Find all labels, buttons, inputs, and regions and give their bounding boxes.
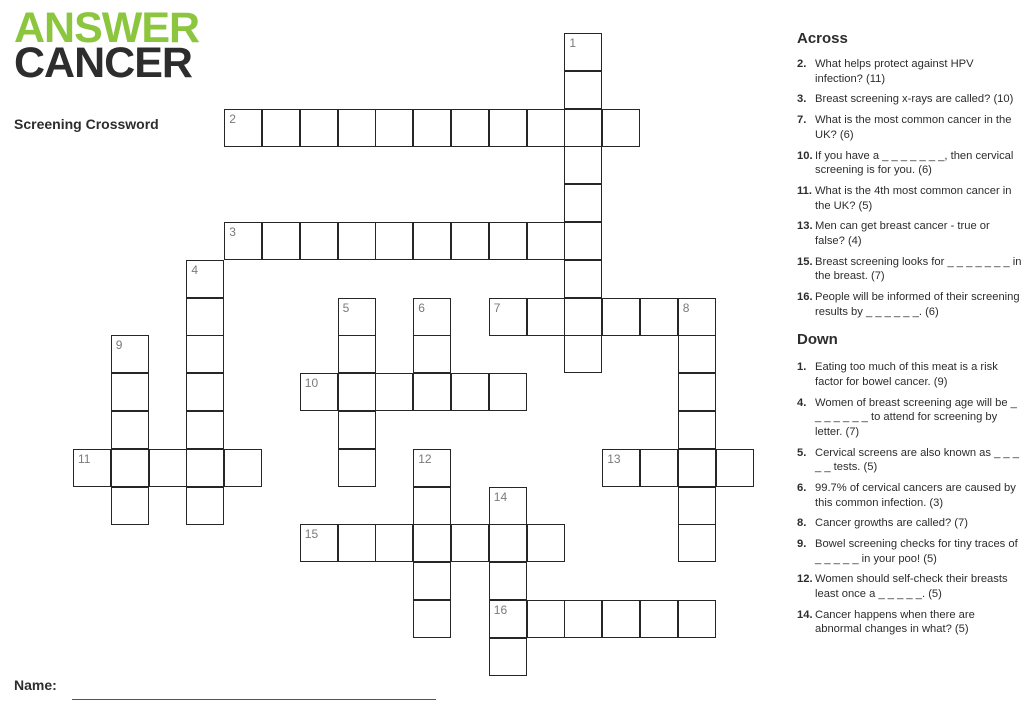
across-clue-text: If you have a _ _ _ _ _ _ _, then cervical screening is for you. (6): [815, 149, 1014, 177]
cell-number: 6: [418, 300, 425, 315]
across-clue-number: 10.: [797, 149, 813, 162]
down-clue-text: Eating too much of this meat is a risk factor for bowel cancer. (9): [815, 361, 998, 388]
crossword-cell[interactable]: [186, 487, 224, 525]
crossword-cell[interactable]: [678, 524, 716, 562]
across-clue: [797, 290, 1022, 319]
crossword-cell[interactable]: [527, 600, 565, 638]
cell-number: 2: [229, 111, 236, 126]
crossword-cell[interactable]: [564, 260, 602, 298]
crossword-cell[interactable]: [678, 298, 716, 336]
crossword-cell[interactable]: [640, 298, 678, 336]
cell-number: 14: [493, 489, 508, 504]
crossword-cell[interactable]: [564, 298, 602, 336]
down-clue-text: Cancer happens when there are abnormal changes in what? (5): [815, 608, 975, 636]
crossword-cell[interactable]: [678, 335, 716, 373]
page-subtitle: Screening Crossword: [14, 116, 159, 132]
crossword-cell[interactable]: [375, 524, 413, 562]
down-clue: [797, 572, 1022, 601]
down-clue-number: 9.: [797, 538, 807, 551]
down-clue: [797, 537, 1022, 566]
crossword-cell[interactable]: [149, 449, 187, 487]
crossword-cell[interactable]: [413, 222, 451, 260]
crossword-cell[interactable]: [678, 449, 716, 487]
crossword-cell[interactable]: [564, 222, 602, 260]
crossword-cell[interactable]: [678, 411, 716, 449]
across-clue: [797, 113, 1022, 142]
crossword-cell[interactable]: [338, 335, 376, 373]
cell-number: 3: [229, 225, 236, 239]
crossword-cell[interactable]: [413, 298, 451, 336]
crossword-cell[interactable]: [338, 524, 376, 562]
across-clue-text: Breast screening looks for _ _ _ _ _ _ _ in the breast. (7): [815, 255, 1022, 283]
across-clue-number: 3.: [797, 93, 807, 106]
down-clue: [797, 396, 1022, 440]
crossword-cell[interactable]: [489, 298, 527, 336]
across-clue: [797, 57, 1022, 86]
crossword-cell[interactable]: [375, 222, 413, 260]
crossword-cell[interactable]: [73, 449, 111, 487]
logo-cancer: CANCER: [14, 39, 192, 87]
across-clue-number: 11.: [797, 184, 812, 197]
across-clue-list: [797, 57, 1022, 319]
down-clue-text: Cancer growths are called? (7): [815, 517, 968, 530]
crossword-cell[interactable]: [602, 109, 640, 147]
crossword-cell[interactable]: [489, 487, 527, 525]
crossword-cell[interactable]: [262, 222, 300, 260]
cell-number: 9: [115, 338, 123, 353]
across-clue-text: People will be informed of their screening results by _ _ _ _ _ _. (6): [815, 291, 1020, 318]
crossword-cell[interactable]: [489, 638, 527, 676]
down-clue-number: 8.: [797, 517, 807, 530]
name-label: Name:: [14, 677, 57, 693]
crossword-cell[interactable]: [300, 222, 338, 260]
crossword-cell[interactable]: [716, 449, 754, 487]
cell-number: 11: [78, 451, 91, 466]
down-clue-text: Women of breast screening age will be _ _ _ _ _ _ _ to attend for screening by letter. (7): [815, 396, 1017, 438]
crossword-cell[interactable]: [640, 600, 678, 638]
crossword-cell[interactable]: [413, 600, 451, 638]
crossword-cell[interactable]: [413, 524, 451, 562]
crossword-cell[interactable]: [564, 146, 602, 184]
down-clue: [797, 446, 1022, 475]
crossword-cell[interactable]: [602, 449, 640, 487]
cell-number: 8: [682, 300, 690, 315]
crossword-cell[interactable]: [224, 109, 262, 147]
crossword-cell[interactable]: [262, 109, 300, 147]
across-clue-number: 13.: [797, 220, 813, 233]
clues-panel: [797, 30, 1022, 643]
crossword-cell[interactable]: [451, 524, 489, 562]
crossword-cell[interactable]: [186, 335, 224, 373]
cell-number: 13: [607, 451, 621, 466]
crossword-cell[interactable]: [451, 222, 489, 260]
crossword-cell[interactable]: [527, 524, 565, 562]
crossword-cell[interactable]: [489, 600, 527, 638]
crossword-cell[interactable]: [527, 298, 565, 336]
down-clue-text: Bowel screening checks for tiny traces of _ _ _ _ _ in your poo! (5): [815, 538, 1018, 565]
down-clue-number: 6.: [797, 481, 807, 494]
crossword-cell[interactable]: [338, 411, 376, 449]
across-clue-text: What is the most common cancer in the UK? (6): [815, 114, 1012, 141]
cell-number: 4: [191, 262, 199, 277]
crossword-cell[interactable]: [489, 109, 527, 147]
down-clue-number: 14.: [797, 608, 813, 621]
crossword-cell[interactable]: [451, 109, 489, 147]
down-clue-text: Cervical screens are also known as _ _ _ _ _ tests. (5): [815, 446, 1019, 474]
crossword-cell[interactable]: [564, 71, 602, 109]
crossword-cell[interactable]: [564, 184, 602, 222]
crossword-cell[interactable]: [338, 298, 376, 336]
crossword-cell[interactable]: [678, 487, 716, 525]
down-clue: [797, 360, 1022, 389]
crossword-cell[interactable]: [451, 373, 489, 411]
crossword-cell[interactable]: [186, 298, 224, 336]
crossword-cell[interactable]: [338, 373, 376, 411]
crossword-cell[interactable]: [111, 335, 149, 373]
crossword-cell[interactable]: [564, 109, 602, 147]
across-clue-number: 2.: [797, 58, 807, 70]
crossword-cell[interactable]: [300, 109, 338, 147]
crossword-cell[interactable]: [678, 373, 716, 411]
name-input-line[interactable]: [72, 699, 436, 700]
crossword-cell[interactable]: [224, 222, 262, 260]
crossword-cell[interactable]: [300, 524, 338, 562]
cell-number: 12: [418, 451, 432, 466]
across-clue-text: Men can get breast cancer - true or false? (4): [815, 220, 990, 247]
crossword-cell[interactable]: [413, 449, 451, 487]
across-clue-text: Breast screening x-rays are called? (10): [815, 93, 1014, 106]
across-clue-number: 16.: [797, 291, 813, 304]
crossword-cell[interactable]: [564, 33, 602, 71]
across-clue: [797, 184, 1022, 213]
crossword-cell[interactable]: [338, 222, 376, 260]
crossword-cell[interactable]: [186, 449, 224, 487]
crossword-cell[interactable]: [602, 298, 640, 336]
down-clue: [797, 481, 1022, 510]
crossword-cell[interactable]: [489, 524, 527, 562]
crossword-cell[interactable]: [413, 487, 451, 525]
down-clue-text: Women should self-check their breasts least once a _ _ _ _ _. (5): [815, 573, 1008, 601]
crossword-cell[interactable]: [186, 411, 224, 449]
cell-number: 7: [493, 300, 501, 315]
down-clue-number: 5.: [797, 446, 807, 459]
down-clue-number: 1.: [797, 361, 807, 374]
crossword-cell[interactable]: [375, 373, 413, 411]
cell-number: 10: [304, 376, 319, 391]
crossword-cell[interactable]: [564, 335, 602, 373]
crossword-cell[interactable]: [527, 222, 565, 260]
crossword-cell[interactable]: [640, 449, 678, 487]
crossword-cell[interactable]: [375, 109, 413, 147]
across-clue: [797, 219, 1022, 248]
crossword-cell[interactable]: [678, 600, 716, 638]
crossword-cell[interactable]: [111, 487, 149, 525]
crossword-cell[interactable]: [527, 109, 565, 147]
crossword-cell[interactable]: [186, 373, 224, 411]
crossword-cell[interactable]: [413, 109, 451, 147]
cell-number: 15: [304, 527, 319, 542]
across-clue-text: What helps protect against HPV infection? (11): [815, 58, 974, 85]
crossword-cell[interactable]: [111, 411, 149, 449]
crossword-cell[interactable]: [186, 260, 224, 298]
cell-number: 5: [342, 300, 350, 315]
down-heading: Down: [797, 331, 838, 349]
down-clue-text: 99.7% of cervical cancers are caused by this common infection. (3): [815, 481, 1016, 509]
across-clue: [797, 149, 1022, 178]
cell-number: 1: [569, 36, 577, 50]
cell-number: 16: [493, 603, 508, 617]
crossword-cell[interactable]: [111, 449, 149, 487]
down-clue-number: 4.: [797, 396, 807, 409]
crossword-cell[interactable]: [338, 109, 376, 147]
across-clue-text: What is the 4th most common cancer in the UK? (5): [815, 184, 1012, 212]
crossword-cell[interactable]: [300, 373, 338, 411]
crossword-cell[interactable]: [489, 562, 527, 600]
down-clue: [797, 608, 1022, 637]
crossword-cell[interactable]: [413, 373, 451, 411]
crossword-cell[interactable]: [111, 373, 149, 411]
crossword-cell[interactable]: [602, 600, 640, 638]
crossword-cell[interactable]: [338, 449, 376, 487]
crossword-cell[interactable]: [564, 600, 602, 638]
crossword-cell[interactable]: [413, 562, 451, 600]
crossword-cell[interactable]: [413, 335, 451, 373]
down-clue-number: 12.: [797, 573, 813, 586]
down-clue: [797, 516, 1022, 531]
down-clue-list: [797, 360, 1022, 637]
crossword-cell[interactable]: [489, 222, 527, 260]
across-clue: [797, 255, 1022, 284]
crossword-cell[interactable]: [489, 373, 527, 411]
logo-answer: ANSWER: [14, 4, 200, 52]
across-clue-number: 7.: [797, 114, 807, 127]
across-heading: Across: [797, 30, 848, 47]
across-clue-number: 15.: [797, 255, 813, 268]
crossword-cell[interactable]: [224, 449, 262, 487]
across-clue: [797, 92, 1022, 107]
